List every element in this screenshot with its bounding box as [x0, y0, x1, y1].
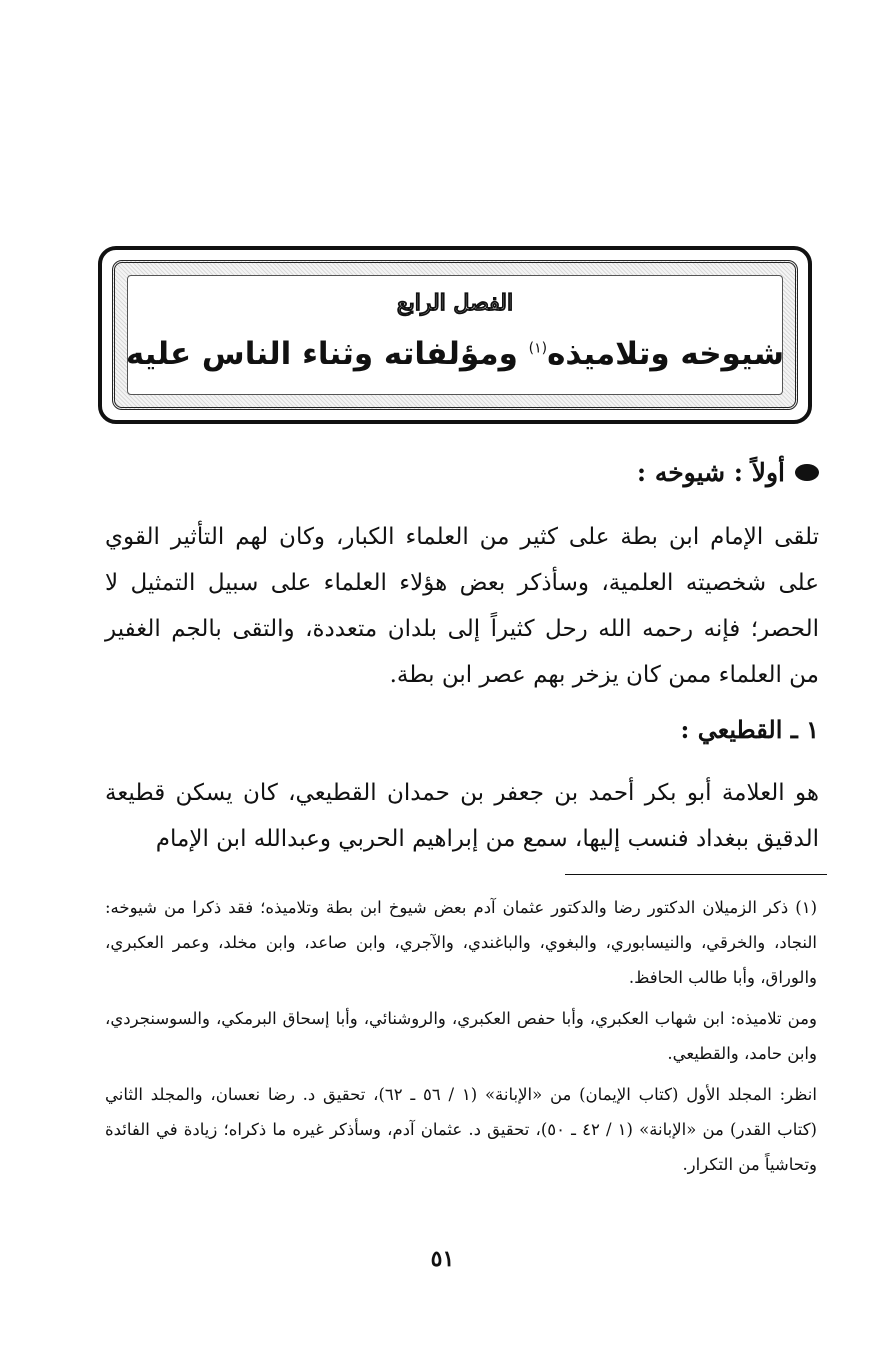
- footnote-students: ومن تلاميذه: ابن شهاب العكبري، وأبا حفص العكبري، والروشنائي، وأبا إسحاق البرمكي، والسوسنجردي، وابن حامد، والقطيعي.: [105, 1009, 817, 1063]
- intro-paragraph: تلقى الإمام ابن بطة على كثير من العلماء الكبار، وكان لهم التأثير القوي على شخصيته العلمية، وسأذكر بعض هؤلاء العلماء على سبيل التمثيل لا الحصر؛ فإنه رحمه الله رحل كثيراً إلى بلدان متعددة، والتقى بالجم الغفير من العلماء ممن كان يزخر بهم عصر ابن بطة.: [105, 524, 819, 688]
- footnotes: [105, 890, 817, 1188]
- chapter-title-main: شيوخه وتلاميذه: [547, 336, 785, 372]
- footnote-1: (١) ذكر الزميلان الدكتور رضا والدكتور عثمان آدم بعض شيوخ ابن بطة وتلاميذه؛ فقد ذكرا من شيوخه: النجاد، والخرقي، والنيسابوري، والبغوي، والباغندي، والآجري، وابن صاعد، وابن مخلد، وعمر العكبري، والوراق، وأبا طالب الحافظ.: [105, 898, 817, 987]
- bullet-icon: [795, 464, 819, 481]
- chapter-title: [102, 336, 808, 372]
- chapter-title-frame-border: [112, 260, 798, 410]
- chapter-title-frame: [98, 246, 812, 424]
- chapter-label: الفصل الرابع: [396, 290, 514, 316]
- page-number: ٥١: [430, 1246, 455, 1272]
- footnote-divider: [565, 874, 827, 875]
- section-heading: [637, 458, 819, 487]
- section-heading-text: أولاً : شيوخه :: [636, 458, 785, 487]
- footnote-references: انظر: المجلد الأول (كتاب الإيمان) من «الإبانة» (١ / ٥٦ ـ ٦٢)، تحقيق د. رضا نعسان، والمجلد الثاني (كتاب القدر) من «الإبانة» (١ / ٤٢ ـ ٥٠)، تحقيق د. عثمان آدم، وسأذكر غيره ما ذكراه؛ زيادة في الفائدة وتحاشياً من التكرار.: [105, 1085, 817, 1174]
- chapter-title-rest: ومؤلفاته وثناء الناس عليه: [125, 336, 529, 372]
- item-heading: ١ ـ القطيعي :: [680, 715, 819, 744]
- bio-paragraph: هو العلامة أبو بكر أحمد بن جعفر بن حمدان القطيعي، كان يسكن قطيعة الدقيق ببغداد فنسب إليها، سمع من إبراهيم الحربي وعبدالله ابن الإمام: [105, 780, 819, 852]
- chapter-footnote-ref: (١): [528, 340, 548, 357]
